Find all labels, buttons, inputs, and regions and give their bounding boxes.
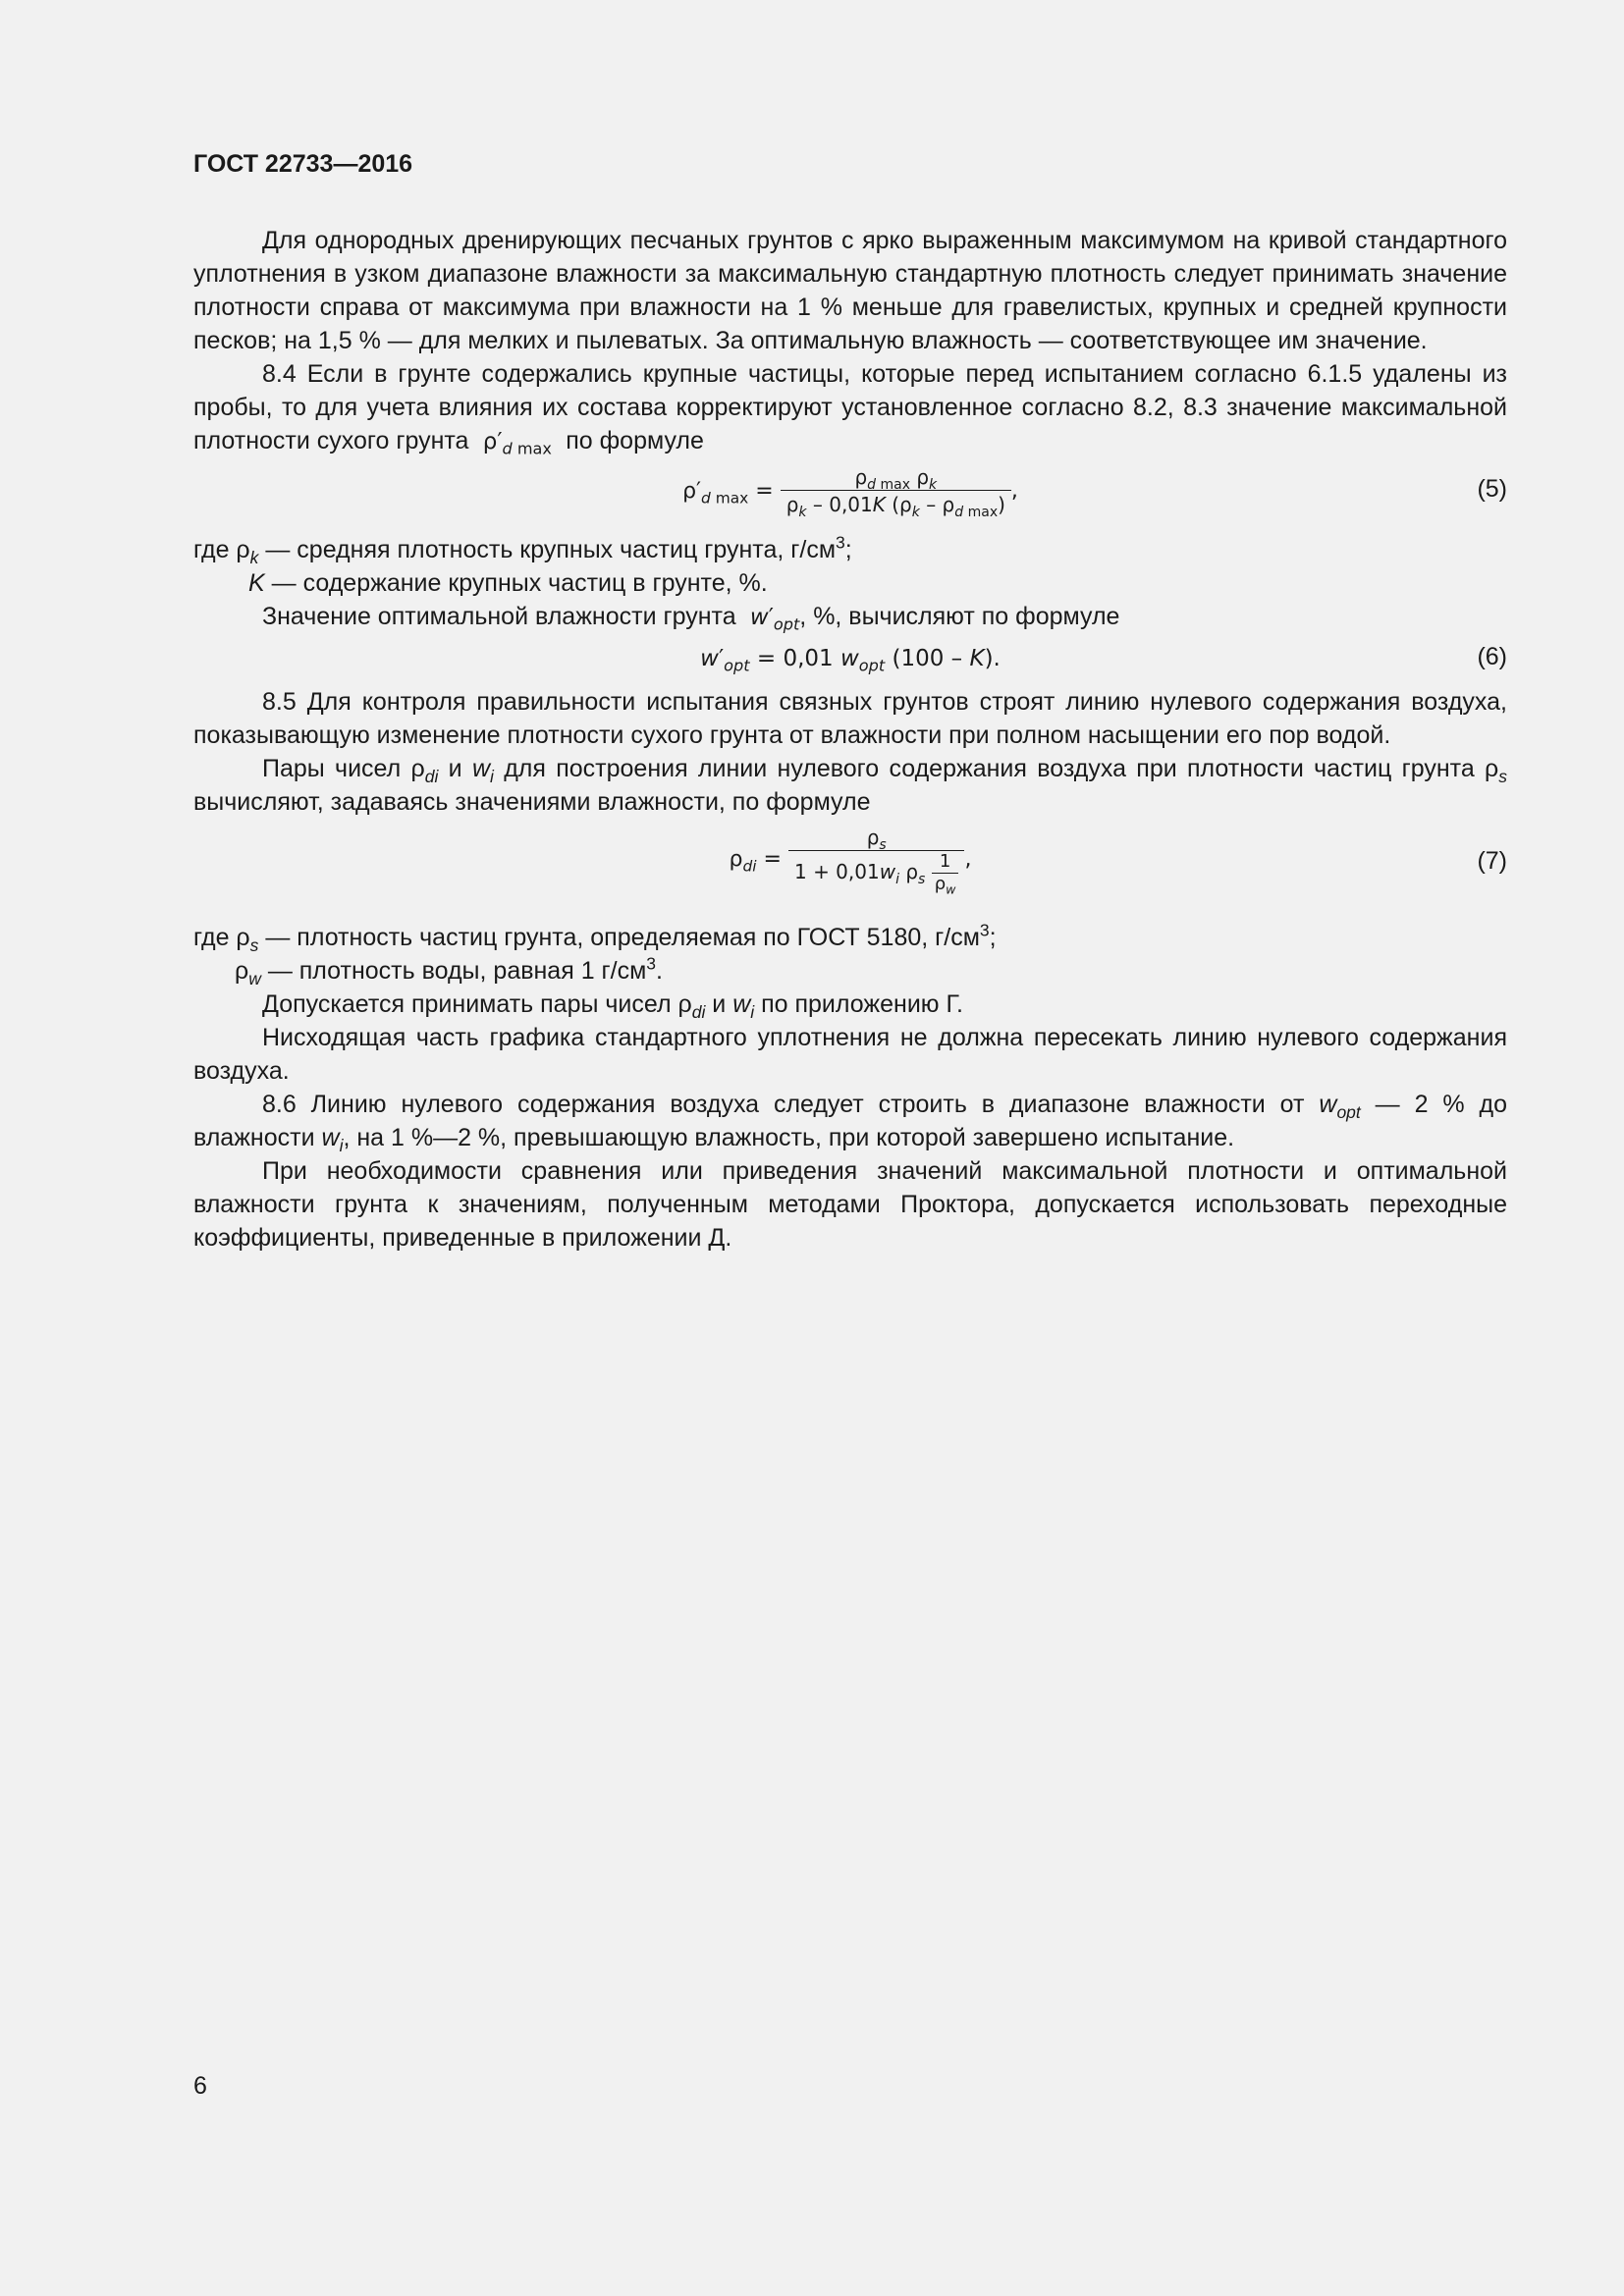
paragraph-sand-soils: Для однородных дренирующих песчаных грунтов с ярко выраженным максимумом на кривой стандартного уплотнения в узком диапазоне влажности за максимальную стандартную плотность следует принимать значение плотности справа от максимума при влажности на 1 % меньше для гравелистых, крупных и средней крупности песков; на 1,5 % — для мелких и пылеватых. За оптимальную влажность — соответствующее им значение. xyxy=(193,227,1507,354)
formula-5-number: (5) xyxy=(1477,475,1507,503)
paragraph-allowed-pairs: Допускается принимать пары чисел $\rho_{di}$ и $w_i$ по приложению Г. xyxy=(262,990,963,1022)
formula-5: $\rho'_{d max}$ = $\frac{\rho_{d max} \rho_k}{\rho_k - 0,01K (\rho_k - \rho_{d max})}$ , (5) xyxy=(682,465,1507,520)
paragraph-8-6: 8.6 Линию нулевого содержания воздуха следует строить в диапазоне влажности от $w_{opt}$ — 2 % до влажности $w_i$, на 1 %—2 %, превышающую влажность, при которой завершено испытание. xyxy=(193,1091,1507,1155)
paragraph-8-4: 8.4 Если в грунте содержались крупные частицы, которые перед испытанием согласно 6.1.5 удалены из пробы, то для учета влияния их состава корректируют установленное согласно 8.2, 8.3 значение максимальной плотности сухого грунта $\rho'_{d max}$ по формуле xyxy=(193,360,1507,458)
paragraph-8-5: 8.5 Для контроля правильности испытания связных грунтов строят линию нулевого содержания воздуха, показывающую изменение плотности сухого грунта от влажности при полном насыщении его пор водой. xyxy=(193,688,1507,749)
paragraph-proctor: При необходимости сравнения или приведения значений максимальной плотности и оптимальной влажности грунта к значениям, полученным методами Проктора, допускается использовать переходные коэффициенты, приведенные в приложении Д. xyxy=(193,1157,1507,1252)
where-rho-k: где $\rho_k$ — средняя плотность крупных частиц грунта, $г/см^3$; xyxy=(193,532,852,567)
formula-7: $\rho_{di}$ = $\rho_s$ $1 + 0,01w_i$ $\rho_s$ $\frac{1}{\rho_w}$ , (7) xyxy=(729,826,1507,897)
paragraph-descending: Нисходящая часть графика стандартного уплотнения не должна пересекать линию нулевого содержания воздуха. xyxy=(193,1024,1507,1085)
page-number: 6 xyxy=(193,2072,207,2100)
formula-6: $w'_{opt} = 0,01$ $w_{opt}$ (100 – K). (6) xyxy=(700,643,1507,675)
where-rho-s: где $\rho_s$ — плотность частиц грунта, определяемая по ГОСТ 5180, $г/см^3$; xyxy=(193,920,997,955)
where-K: K — содержание крупных частиц в грунте, %. xyxy=(248,569,768,597)
paragraph-pairs: Пары чисел $\rho_{di}$ и $w_i$ для построения линии нулевого содержания воздуха при плотности частиц грунта $\rho_s$ вычисляют, задаваясь значениями влажности, по формуле xyxy=(193,755,1507,816)
formula-7-number: (7) xyxy=(1477,847,1507,875)
formula-6-number: (6) xyxy=(1477,643,1507,670)
where-rho-w: $\rho_w$ — плотность воды, равная 1 $г/см^3$. xyxy=(235,953,663,988)
document-body xyxy=(193,224,1507,1255)
paragraph-opt-moisture: Значение оптимальной влажности грунта $w'_{opt}$, %, вычисляют по формуле xyxy=(262,603,1120,634)
document-header: ГОСТ 22733—2016 xyxy=(193,150,413,178)
